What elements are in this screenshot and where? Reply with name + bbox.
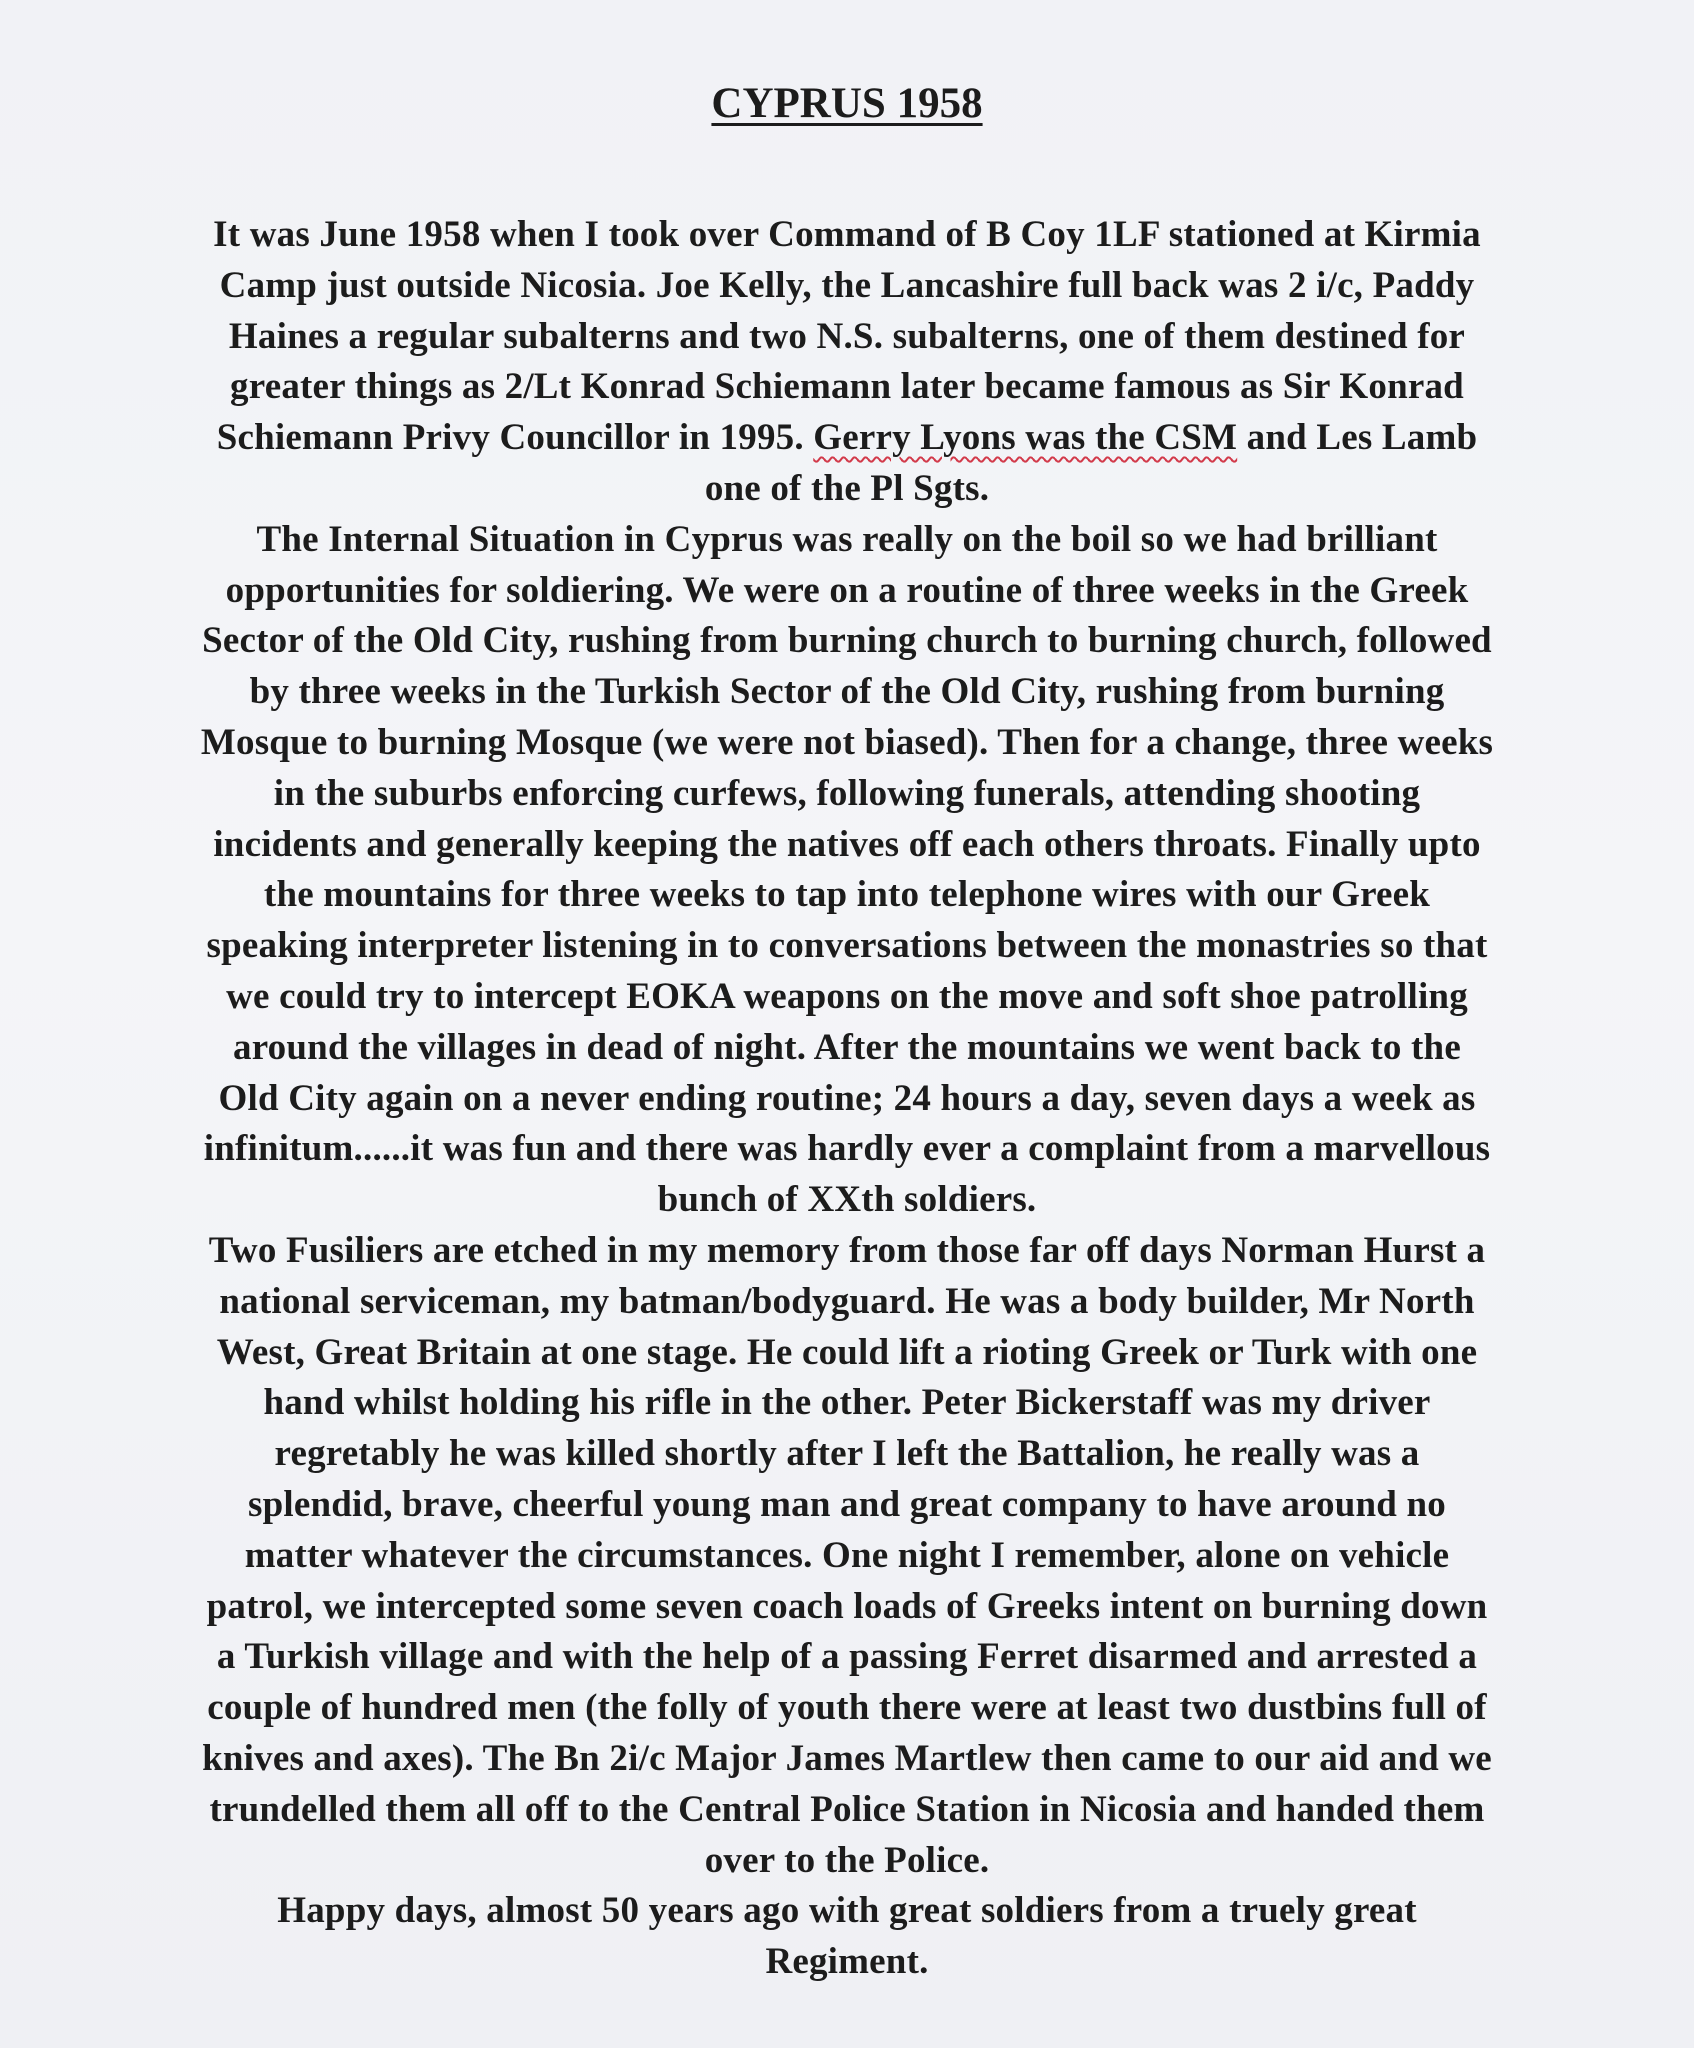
text-line: speaking interpreter listening in to conversations between the monastries so that	[206, 925, 1488, 967]
text-line: opportunities for soldiering. We were on a routine of three weeks in the Greek	[225, 569, 1469, 611]
text-line: Haines a regular subalterns and two N.S. subalterns, one of them destined for	[228, 315, 1466, 357]
text-line: Regiment.	[765, 1941, 929, 1983]
text-line: trundelled them all off to the Central Police Station in Nicosia and handed them	[209, 1788, 1485, 1830]
text-line: West, Great Britain at one stage. He could lift a rioting Greek or Turk with one	[216, 1331, 1478, 1373]
text-line: It was June 1958 when I took over Command of B Coy 1LF stationed at Kirmia	[213, 214, 1481, 255]
document-title	[50, 78, 1644, 130]
text-line: we could try to intercept EOKA weapons on the move and soft shoe patrolling	[226, 975, 1468, 1017]
text-line	[217, 417, 1478, 458]
text-line: Two Fusiliers are etched in my memory from those far off days Norman Hurst a	[208, 1229, 1486, 1271]
text-line: greater things as 2/Lt Konrad Schiemann later became famous as Sir Konrad	[230, 366, 1464, 408]
text-line: matter whatever the circumstances. One night I remember, alone on vehicle	[244, 1534, 1450, 1576]
text-line: incidents and generally keeping the natives off each others throats. Finally upto	[213, 823, 1481, 865]
text-line: Happy days, almost 50 years ago with great soldiers from a truely great	[277, 1890, 1417, 1932]
text-line: the mountains for three weeks to tap into telephone wires with our Greek	[263, 874, 1431, 916]
text-line: Old City again on a never ending routine; 24 hours a day, seven days a week as	[218, 1077, 1476, 1119]
spellcheck-marked-text: Gerry Lyons was the CSM	[813, 417, 1238, 459]
paragraph-2	[50, 515, 1644, 1226]
text-line: knives and axes). The Bn 2i/c Major James Martlew then came to our aid and we	[202, 1737, 1492, 1779]
text-line: The Internal Situation in Cyprus was really on the boil so we had brilliant	[256, 518, 1438, 560]
text-line: patrol, we intercepted some seven coach loads of Greeks intent on burning down	[206, 1585, 1488, 1627]
text-line: hand whilst holding his rifle in the other. Peter Bickerstaff was my driver	[263, 1382, 1431, 1424]
text-line: bunch of XXth soldiers.	[657, 1179, 1037, 1221]
text-line: by three weeks in the Turkish Sector of the Old City, rushing from burning	[249, 671, 1445, 713]
text-line: around the villages in dead of night. After the mountains we went back to the	[233, 1026, 1461, 1068]
text-line: over to the Police.	[704, 1839, 990, 1881]
text-line: infinitum......it was fun and there was hardly ever a complaint from a marvellous	[203, 1128, 1491, 1170]
paragraph-1	[50, 210, 1644, 515]
text-line: one of the Pl Sgts.	[704, 467, 990, 509]
paragraph-3	[50, 1226, 1644, 1886]
text-line: Mosque to burning Mosque (we were not biased). Then for a change, three weeks	[200, 721, 1494, 763]
text-line: a Turkish village and with the help of a passing Ferret disarmed and arrested a	[216, 1636, 1478, 1678]
paragraph-4	[50, 1886, 1644, 1988]
text-line: in the suburbs enforcing curfews, following funerals, attending shooting	[273, 772, 1421, 814]
title-text: CYPRUS 1958	[711, 80, 983, 127]
text-line: national serviceman, my batman/bodyguard. He was a body builder, Mr North	[219, 1280, 1475, 1322]
text-line: Camp just outside Nicosia. Joe Kelly, the Lancashire full back was 2 i/c, Paddy	[219, 264, 1475, 306]
text-line-end: and Les Lamb	[1237, 417, 1478, 459]
text-line-start: Schiemann Privy Councillor in 1995.	[216, 417, 814, 459]
document-body	[50, 210, 1644, 1988]
text-line: regretably he was killed shortly after I left the Battalion, he really was a	[274, 1433, 1420, 1475]
text-line: couple of hundred men (the folly of youth there were at least two dustbins full of	[207, 1687, 1487, 1729]
text-line: Sector of the Old City, rushing from burning church to burning church, followed	[202, 620, 1492, 662]
text-line: splendid, brave, cheerful young man and great company to have around no	[247, 1483, 1446, 1525]
